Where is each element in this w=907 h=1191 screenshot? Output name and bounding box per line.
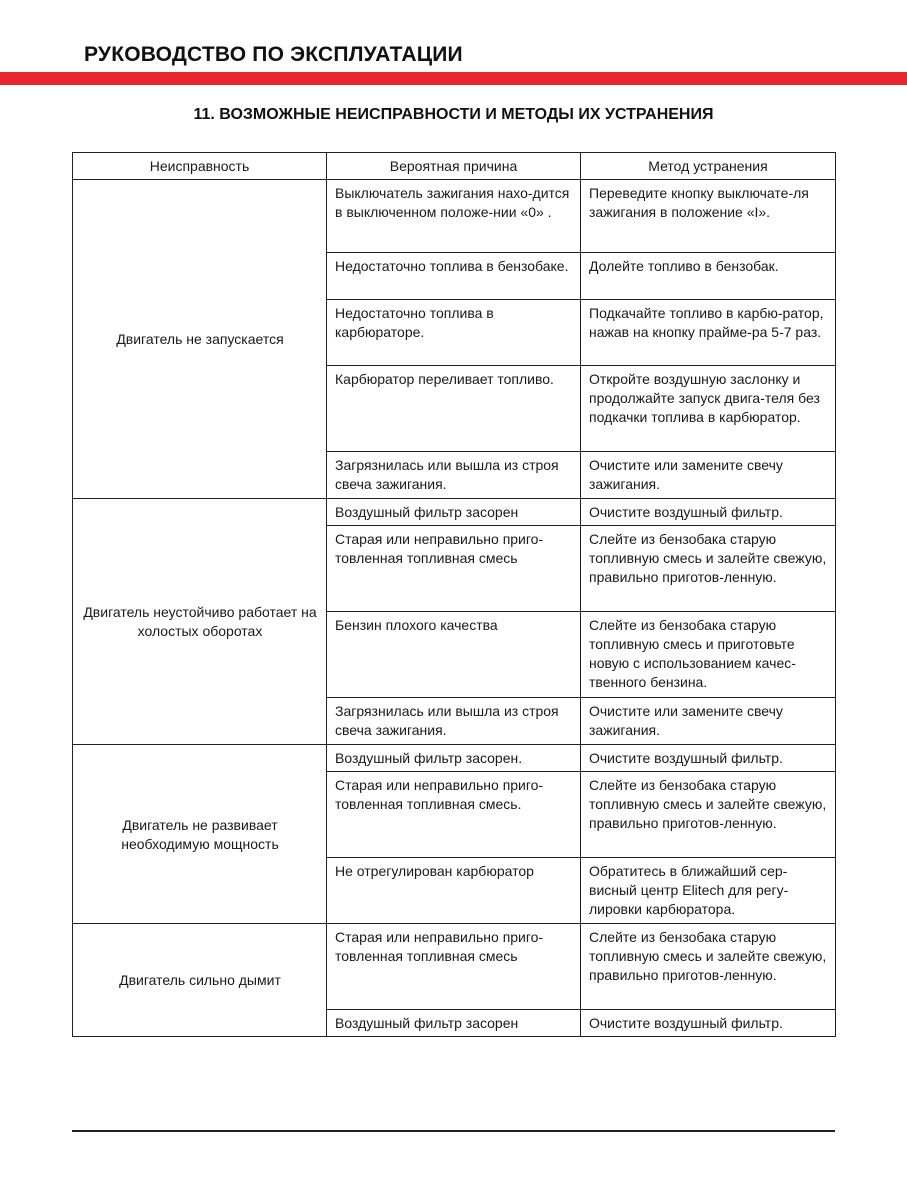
footer-divider [72,1130,835,1132]
table-row [73,499,836,526]
fault-cell: Двигатель не развивает необходимую мощность [73,745,327,924]
fault-cell: Двигатель сильно дымит [73,924,327,1037]
troubleshooting-table [72,152,836,1037]
column-header-remedy: Метод устранения [581,153,836,180]
table-header-row [73,153,836,180]
cause-cell: Загрязнилась или вышла из строя свеча зажигания. [327,698,581,745]
remedy-cell: Откройте воздушную заслонку и продолжайте запуск двига-теля без подкачки топлива в карбюратор. [581,366,836,452]
cause-cell: Недостаточно топлива в бензобаке. [327,253,581,300]
remedy-cell: Очистите или замените свечу зажигания. [581,698,836,745]
table-row [73,924,836,1010]
header-accent-bar [0,72,907,85]
remedy-cell: Очистите или замените свечу зажигания. [581,452,836,499]
remedy-cell: Очистите воздушный фильтр. [581,745,836,772]
cause-cell: Воздушный фильтр засорен [327,1010,581,1037]
remedy-cell: Обратитесь в ближайший сер-висный центр Elitech для регу-лировки карбюратора. [581,858,836,924]
column-header-cause: Вероятная причина [327,153,581,180]
fault-cell: Двигатель неустойчиво работает на холостых оборотах [73,499,327,745]
cause-cell: Старая или неправильно приго-товленная топливная смесь. [327,772,581,858]
remedy-cell: Слейте из бензобака старую топливную смесь и залейте свежую, правильно приготов-ленную. [581,526,836,612]
cause-cell: Недостаточно топлива в карбюраторе. [327,300,581,366]
cause-cell: Не отрегулирован карбюратор [327,858,581,924]
cause-cell: Старая или неправильно приго-товленная топливная смесь [327,526,581,612]
remedy-cell: Переведите кнопку выключате-ля зажигания в положение «I». [581,180,836,253]
cause-cell: Карбюратор переливает топливо. [327,366,581,452]
remedy-cell: Слейте из бензобака старую топливную смесь и приготовьте новую с использованием качес-твенного бензина. [581,612,836,698]
section-title: 11. ВОЗМОЖНЫЕ НЕИСПРАВНОСТИ И МЕТОДЫ ИХ УСТРАНЕНИЯ [193,106,714,123]
cause-cell: Бензин плохого качества [327,612,581,698]
cause-cell: Загрязнилась или вышла из строя свеча зажигания. [327,452,581,499]
cause-cell: Выключатель зажигания нахо-дится в выключенном положе-нии «0» . [327,180,581,253]
remedy-cell: Очистите воздушный фильтр. [581,499,836,526]
document-header-title: РУКОВОДСТВО ПО ЭКСПЛУАТАЦИИ [84,43,463,66]
remedy-cell: Очистите воздушный фильтр. [581,1010,836,1037]
remedy-cell: Долейте топливо в бензобак. [581,253,836,300]
remedy-cell: Слейте из бензобака старую топливную смесь и залейте свежую, правильно приготов-ленную. [581,924,836,1010]
column-header-fault: Неисправность [73,153,327,180]
cause-cell: Воздушный фильтр засорен [327,499,581,526]
cause-cell: Старая или неправильно приго-товленная топливная смесь [327,924,581,1010]
table-row [73,180,836,253]
fault-cell: Двигатель не запускается [73,180,327,499]
cause-cell: Воздушный фильтр засорен. [327,745,581,772]
table-row [73,745,836,772]
remedy-cell: Подкачайте топливо в карбю-ратор, нажав на кнопку прайме-ра 5-7 раз. [581,300,836,366]
remedy-cell: Слейте из бензобака старую топливную смесь и залейте свежую, правильно приготов-ленную. [581,772,836,858]
